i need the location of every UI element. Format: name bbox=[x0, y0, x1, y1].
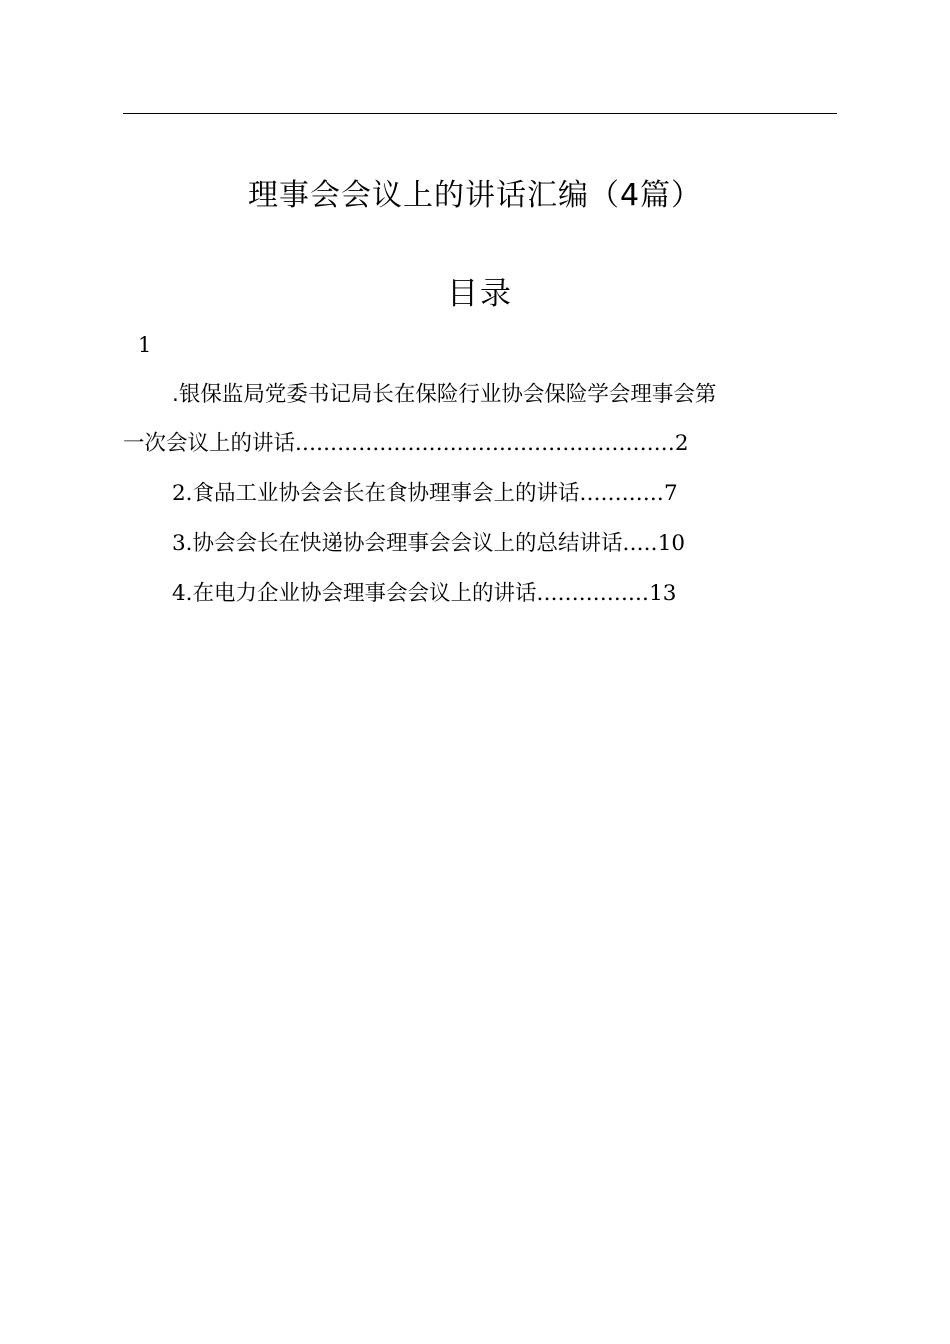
toc-entry-4-page: 13 bbox=[649, 581, 677, 606]
toc-entry-1-page: 2 bbox=[674, 431, 689, 456]
header-rule bbox=[123, 113, 837, 114]
toc-entry-1-number: 1 bbox=[138, 333, 152, 357]
toc-entry-1-line-2[interactable] bbox=[123, 427, 689, 461]
toc-entry-4-leader: ................ bbox=[536, 581, 650, 606]
toc-entry-4[interactable] bbox=[172, 577, 676, 611]
toc-entry-4-number: 4. bbox=[172, 581, 193, 606]
toc-entry-1-text-line-1: .银保监局党委书记局长在保险行业协会保险学会理事会第 bbox=[172, 382, 717, 407]
toc-entry-3-number: 3. bbox=[172, 531, 193, 556]
toc-entry-3-leader: ..... bbox=[622, 531, 658, 556]
toc-entry-3[interactable] bbox=[172, 527, 685, 561]
toc-entry-3-text: 协会会长在快递协会理事会会议上的总结讲话 bbox=[192, 531, 623, 556]
toc-entry-1-line-1[interactable] bbox=[172, 378, 716, 412]
toc-entry-4-text: 在电力企业协会理事会会议上的讲话 bbox=[192, 581, 537, 606]
toc-entry-2-text: 食品工业协会会长在食协理事会上的讲话 bbox=[192, 481, 580, 506]
toc-entry-2-number: 2. bbox=[172, 481, 193, 506]
toc-entry-2-leader: ............ bbox=[579, 481, 664, 506]
toc-entry-1-text-line-2: 一次会议上的讲话 bbox=[123, 431, 296, 456]
toc-heading: 目录 bbox=[447, 276, 513, 312]
toc-entry-3-page: 10 bbox=[657, 531, 686, 556]
toc-entry-1-leader: ...................................................... bbox=[295, 431, 675, 456]
toc-entry-2[interactable] bbox=[172, 477, 678, 511]
document-title: 理事会会议上的讲话汇编（4篇） bbox=[247, 178, 703, 213]
toc-entry-2-page: 7 bbox=[663, 481, 678, 506]
